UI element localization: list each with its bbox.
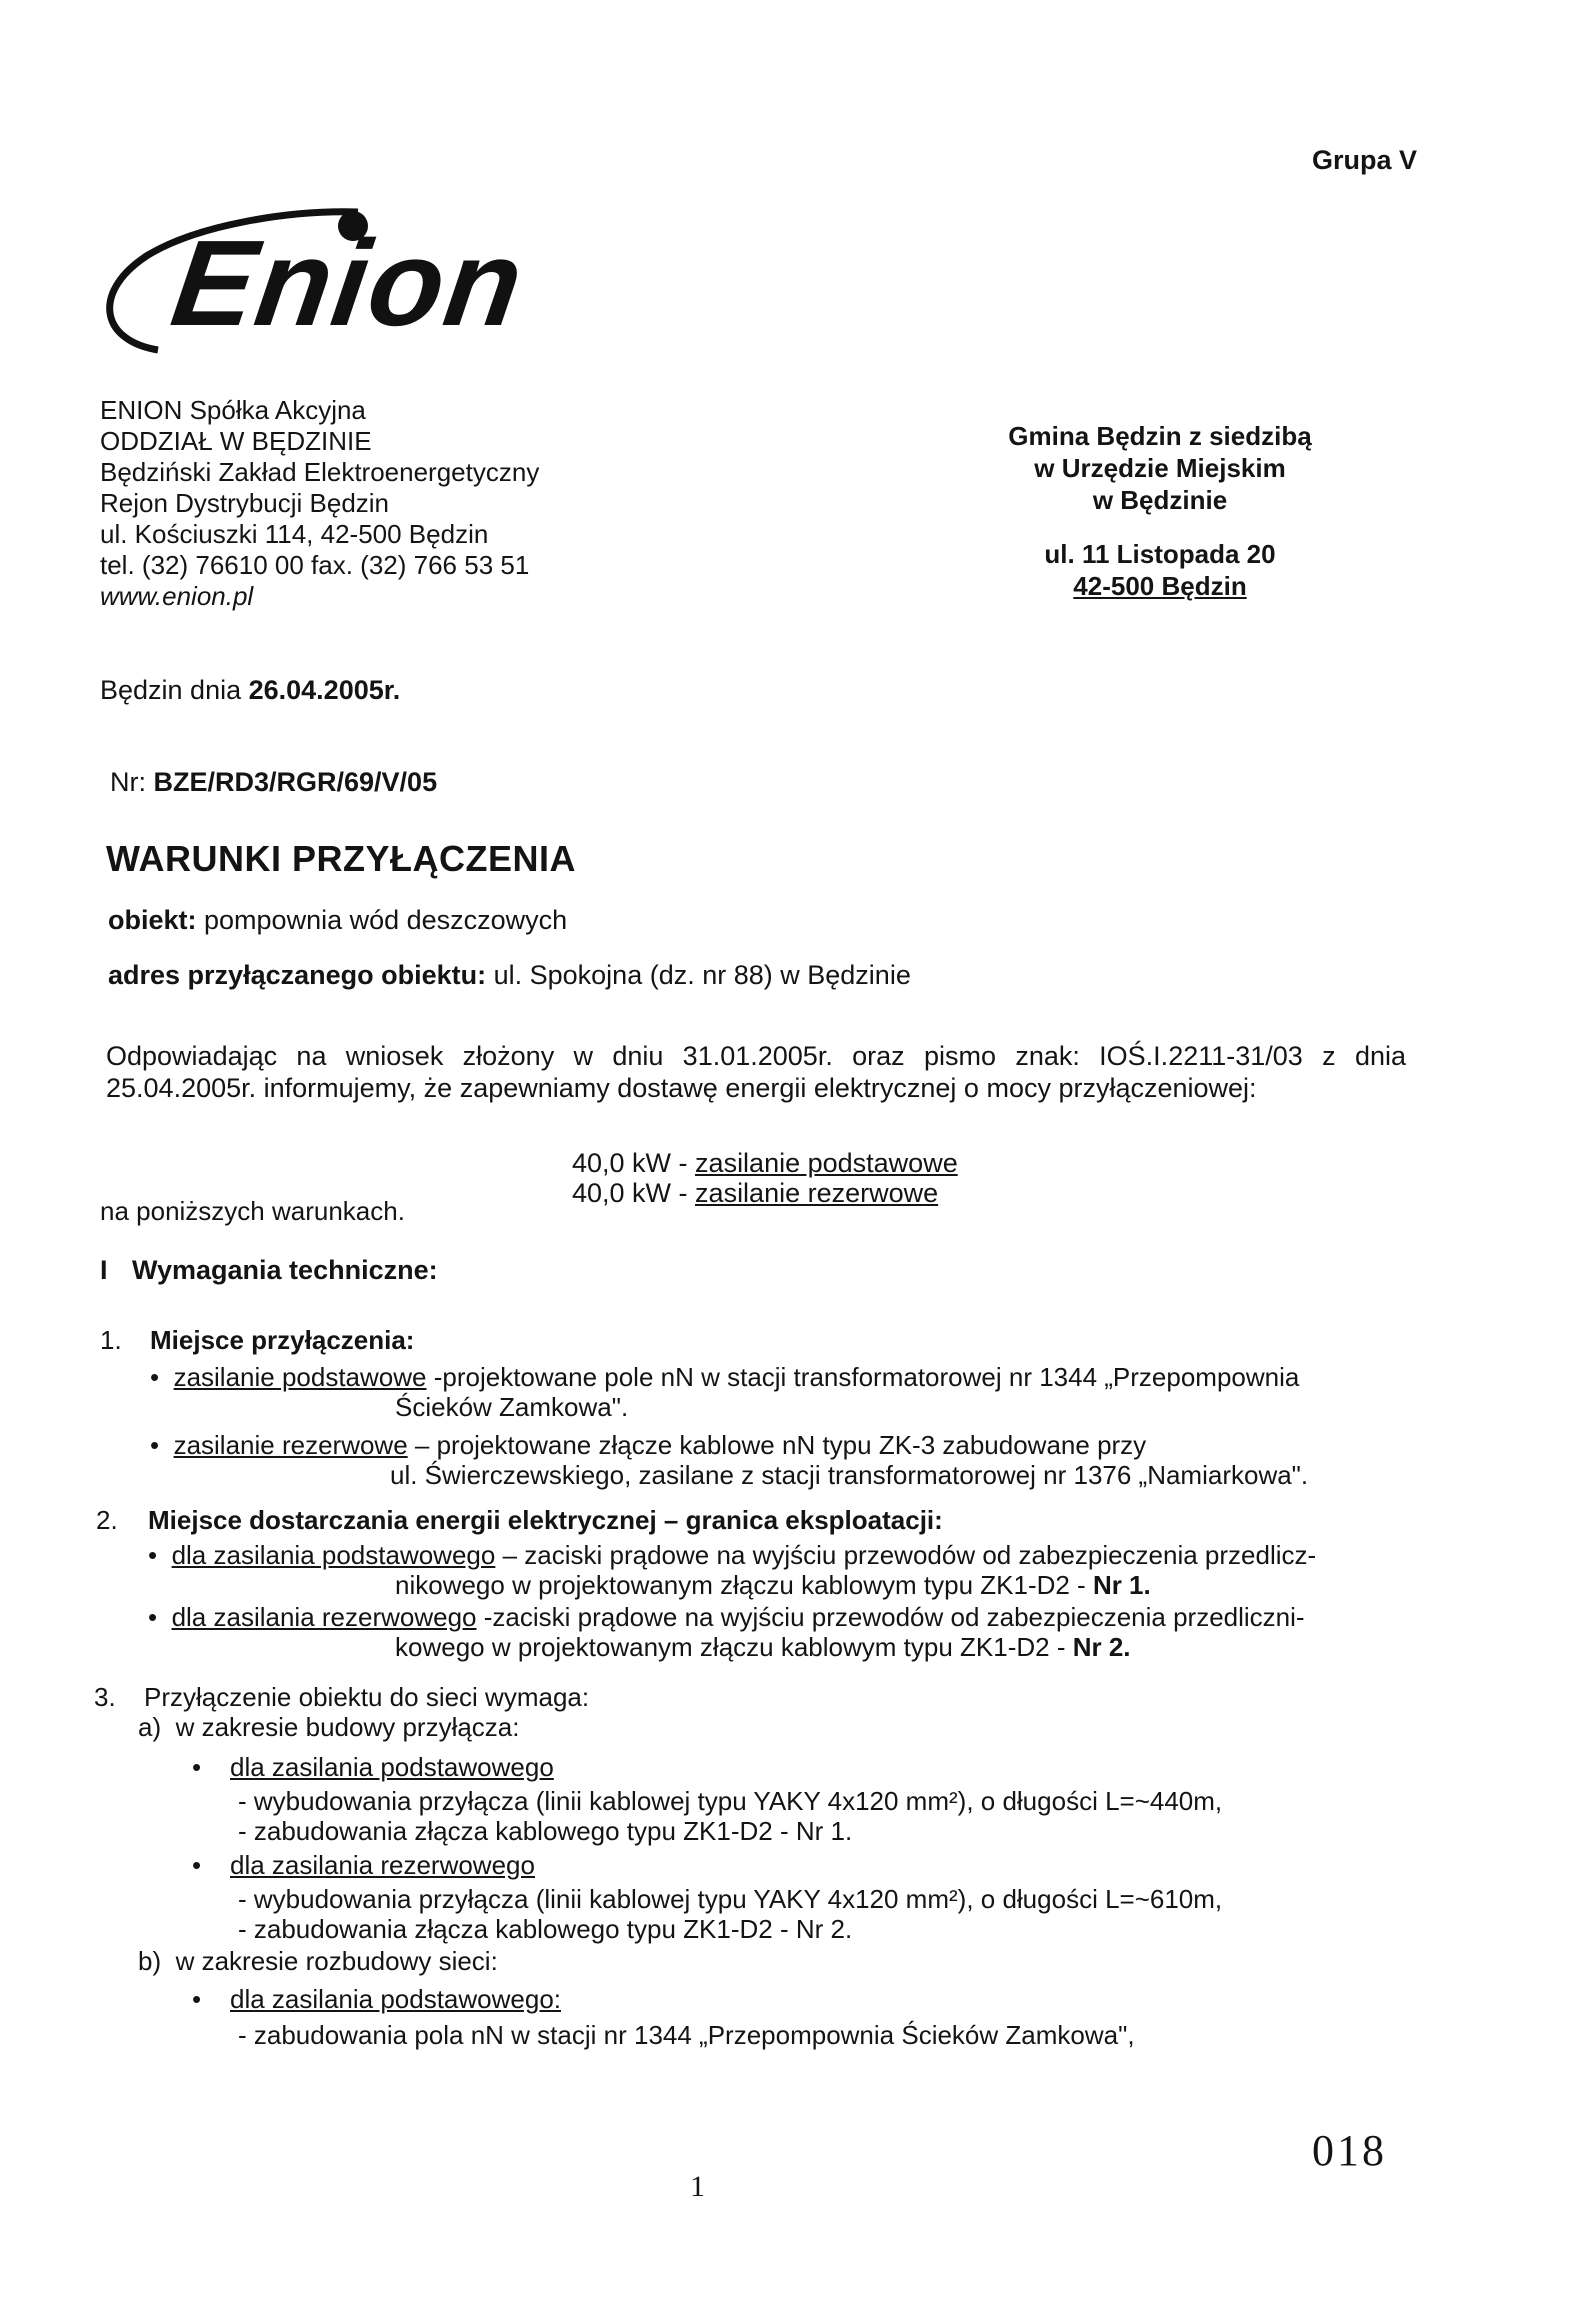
intro-paragraph: Odpowiadając na wniosek złożony w dniu 31.01.2005r. oraz pismo znak: IOŚ.I.2211-31/03 z dnia 25.04.2005r. informujemy, że zapewniamy dostawę energii elektrycznej o mocy przyłączeniowej: bbox=[106, 1041, 1406, 1103]
group-label: Grupa V bbox=[1311, 145, 1417, 175]
list-item-continuation: kowego w projektowanym złączu kablowym typu ZK1-D2 - Nr 2. bbox=[395, 1632, 1131, 1662]
list-item: • dla zasilania podstawowego: bbox=[192, 1984, 562, 2014]
logo-wordmark: Enion bbox=[164, 215, 533, 351]
list-item-title: Miejsce dostarczania energii elektrycznej – granica eksploatacji: bbox=[148, 1505, 943, 1535]
list-item: b) w zakresie rozbudowy sieci: bbox=[138, 1946, 498, 1976]
list-item: • dla zasilania podstawowego bbox=[192, 1752, 554, 1782]
sender-district: Rejon Dystrybucji Będzin bbox=[100, 488, 390, 518]
sender-branch: ODDZIAŁ W BĘDZINIE bbox=[100, 426, 372, 456]
object-value: pompownia wód deszczowych bbox=[196, 905, 568, 935]
list-item: • zasilanie rezerwowe – projektowane złącze kablowe nN typu ZK-3 zabudowane przy bbox=[150, 1430, 1147, 1460]
list-item: 1. bbox=[100, 1325, 122, 1355]
list-item: • dla zasilania rezerwowego bbox=[192, 1850, 535, 1880]
power-reserve: 40,0 kW - zasilanie rezerwowe bbox=[572, 1178, 939, 1208]
list-item-detail: - zabudowania złącza kablowego typu ZK1-D2 - Nr 1. bbox=[238, 1816, 853, 1846]
section-title: Wymagania techniczne: bbox=[132, 1255, 438, 1285]
page-number: 1 bbox=[690, 2170, 705, 2203]
recipient-city: 42-500 Będzin bbox=[1073, 571, 1247, 601]
list-item-continuation: ul. Świerczewskiego, zasilane z stacji transformatorowej nr 1376 „Namiarkowa". bbox=[390, 1460, 1309, 1490]
recipient-line1: Gmina Będzin z siedzibą bbox=[1008, 421, 1312, 451]
object-label: obiekt: bbox=[108, 905, 197, 935]
date-prefix: Będzin dnia bbox=[100, 675, 249, 705]
list-item: 3. bbox=[94, 1682, 116, 1712]
list-item: • dla zasilania rezerwowego -zaciski prądowe na wyjściu przewodów od zabezpieczenia przedliczni- bbox=[148, 1602, 1305, 1632]
reference-value: BZE/RD3/RGR/69/V/05 bbox=[153, 767, 438, 797]
list-item: • zasilanie podstawowe -projektowane pole nN w stacji transformatorowej nr 1344 „Przepompownia bbox=[150, 1362, 1300, 1392]
list-item-detail: - wybudowania przyłącza (linii kablowej typu YAKY 4x120 mm²), o długości L=~440m, bbox=[238, 1786, 1223, 1816]
conditions-line: na poniższych warunkach. bbox=[100, 1196, 405, 1226]
sender-company: ENION Spółka Akcyjna bbox=[100, 395, 366, 425]
list-item-detail: - zabudowania złącza kablowego typu ZK1-D2 - Nr 2. bbox=[238, 1914, 853, 1944]
power-primary: 40,0 kW - zasilanie podstawowe bbox=[572, 1148, 958, 1178]
list-item-title: Przyłączenie obiektu do sieci wymaga: bbox=[144, 1682, 590, 1712]
section-number: I bbox=[100, 1255, 108, 1285]
reference-prefix: Nr: bbox=[110, 767, 154, 797]
list-item-detail: - wybudowania przyłącza (linii kablowej typu YAKY 4x120 mm²), o długości L=~610m, bbox=[238, 1884, 1223, 1914]
list-item-detail: - zabudowania pola nN w stacji nr 1344 „Przepompownia Ścieków Zamkowa", bbox=[238, 2020, 1135, 2050]
recipient-line2: w Urzędzie Miejskim bbox=[1034, 453, 1286, 483]
recipient-line3: w Będzinie bbox=[1092, 485, 1228, 515]
list-item: a) w zakresie budowy przyłącza: bbox=[138, 1712, 520, 1742]
sender-street: ul. Kościuszki 114, 42-500 Będzin bbox=[100, 519, 489, 549]
list-item: • dla zasilania podstawowego – zaciski prądowe na wyjściu przewodów od zabezpieczenia przedlicz- bbox=[148, 1540, 1317, 1570]
address-label: adres przyłączanego obiektu: bbox=[108, 960, 487, 990]
document-title: WARUNKI PRZYŁĄCZENIA bbox=[106, 838, 576, 879]
sender-website-link[interactable]: www.enion.pl bbox=[100, 581, 254, 611]
list-item: 2. bbox=[96, 1505, 118, 1535]
list-item-continuation: Ścieków Zamkowa". bbox=[395, 1392, 629, 1422]
date-value: 26.04.2005r. bbox=[248, 675, 401, 705]
list-item-title: Miejsce przyłączenia: bbox=[150, 1325, 415, 1355]
stamp-number: 018 bbox=[1312, 2126, 1387, 2175]
sender-plant: Będziński Zakład Elektroenergetyczny bbox=[100, 457, 540, 487]
address-value: ul. Spokojna (dz. nr 88) w Będzinie bbox=[486, 960, 911, 990]
list-item-continuation: nikowego w projektowanym złączu kablowym typu ZK1-D2 - Nr 1. bbox=[395, 1570, 1151, 1600]
sender-phone: tel. (32) 76610 00 fax. (32) 766 53 51 bbox=[100, 550, 530, 580]
recipient-street: ul. 11 Listopada 20 bbox=[1044, 539, 1276, 569]
